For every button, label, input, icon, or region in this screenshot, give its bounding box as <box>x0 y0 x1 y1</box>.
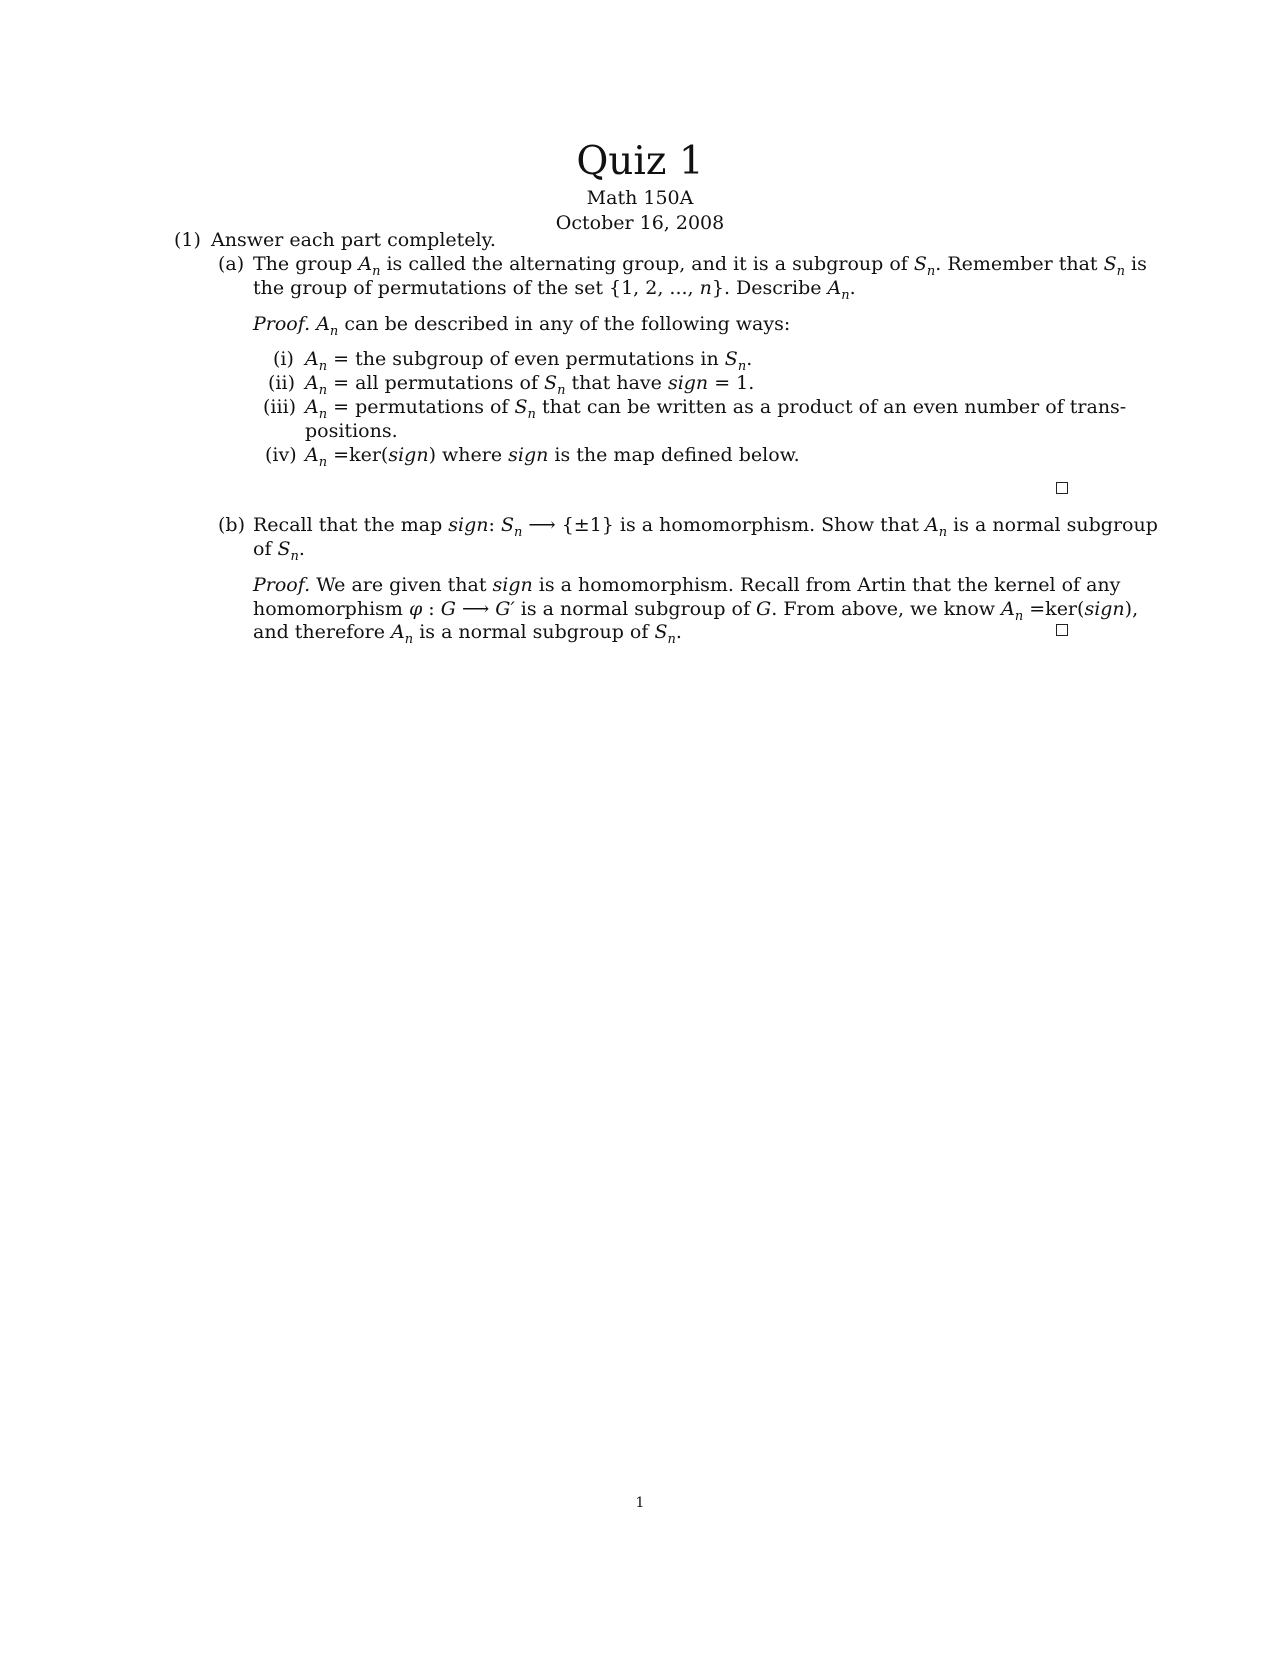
item-ii-text: $A_n$ = all permutations of $S_n$ that have sign = 1. <box>305 372 755 398</box>
problem-number: (1) <box>174 229 201 251</box>
quiz-date: October 16, 2008 <box>555 212 725 234</box>
qed-square-a <box>1056 482 1068 494</box>
item-iii-label: (iii) <box>263 396 297 418</box>
qed-square-b <box>1056 624 1068 636</box>
problem-instruction: Answer each part completely. <box>211 229 496 251</box>
page-number: 1 <box>635 1495 645 1511</box>
part-a-label: (a) <box>218 253 245 275</box>
item-i-label: (i) <box>273 348 294 370</box>
item-i-text: $A_n$ = the subgroup of even permutations in $S_n$. <box>305 348 753 374</box>
item-iii-text: $A_n$ = permutations of $S_n$ that can be written as a product of an even number of trans- <box>305 396 1127 422</box>
proof-label: Proof. <box>253 313 311 335</box>
part-b-question-line-2: of $S_n$. <box>253 538 305 564</box>
proof-intro: $A_n$ can be described in any of the following ways: <box>316 313 791 339</box>
part-a-question-line-1: The group $A_n$ is called the alternating group, and it is a subgroup of $S_n$. Remember that $S_n$ is <box>253 253 1147 279</box>
part-b-proof-line-1-text: We are given that sign is a homomorphism. Recall from Artin that the kernel of any <box>316 574 1121 596</box>
part-b-label: (b) <box>218 514 245 536</box>
part-b-proof-line-3: and therefore $A_n$ is a normal subgroup of $S_n$. <box>253 621 682 647</box>
part-a-question-line-2: the group of permutations of the set {1, 2, ..., n}. Describe $A_n$. <box>253 277 856 303</box>
part-b-question-line-1: Recall that the map sign: $S_n$ ⟶ {±1} is a homomorphism. Show that $A_n$ is a normal subgroup <box>253 514 1158 540</box>
item-iii-continuation: positions. <box>305 420 398 442</box>
item-ii-label: (ii) <box>268 372 295 394</box>
course-name: Math 150A <box>586 187 694 209</box>
proof-label-b: Proof. <box>253 574 311 596</box>
item-iv-label: (iv) <box>265 444 297 466</box>
part-b-proof-line-1 <box>253 573 1121 597</box>
part-b-proof-line-2: homomorphism φ : G ⟶ G′ is a normal subgroup of G. From above, we know $A_n$ =ker(sign), <box>253 598 1139 624</box>
quiz-title: Quiz 1 <box>576 139 704 184</box>
item-iv-text: $A_n$ =ker(sign) where sign is the map defined below. <box>305 444 800 470</box>
part-a-proof <box>253 312 791 339</box>
